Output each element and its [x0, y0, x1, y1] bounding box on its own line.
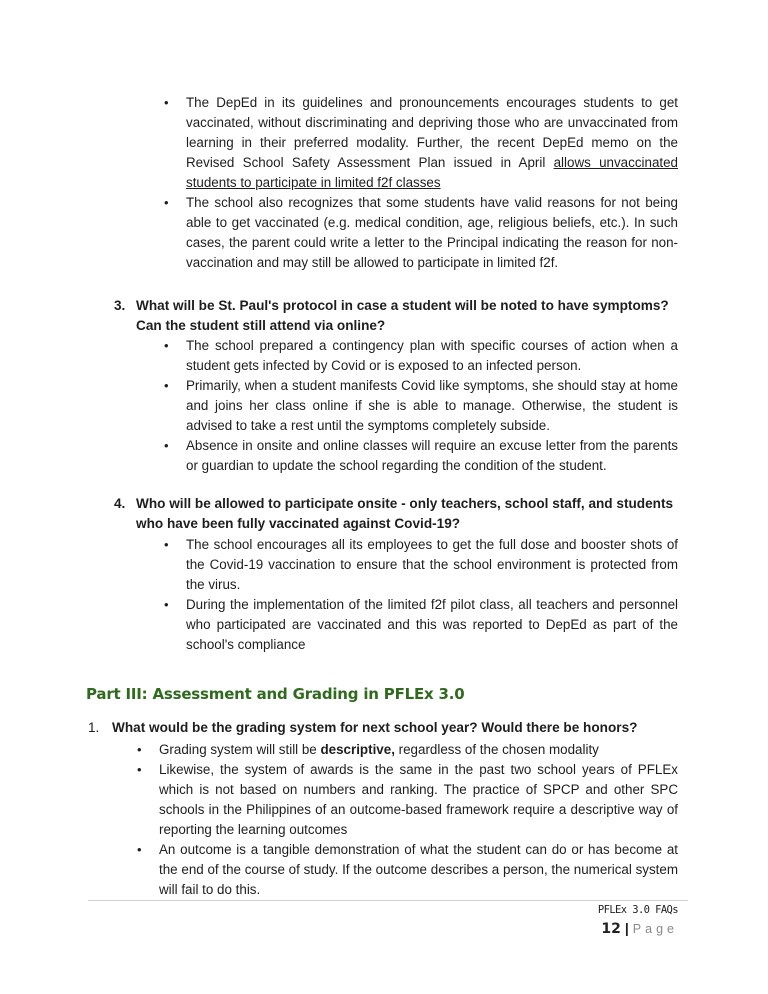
- bullet-text: During the implementation of the limited f2f pilot class, all teachers and personnel who participated are vaccinated and this was reported to DepEd as part of the school's compliance: [186, 597, 678, 652]
- bullet-icon: •: [137, 762, 142, 777]
- footer-doc-title: PFLEx 3.0 FAQs: [597, 904, 678, 916]
- bullet-text: The school also recognizes that some students have valid reasons for not being able to get vaccinated (e.g. medical condition, age, religious beliefs, etc.). In such cases, the parent could write a letter to the Principal indicating the reason for non-vaccination and may still be allowed to participate in limited f2f.: [186, 195, 678, 270]
- question-text: What would be the grading system for next school year? Would there be honors?: [112, 720, 638, 735]
- bullet-icon: •: [164, 95, 169, 110]
- bullet-icon: •: [164, 597, 169, 612]
- question-4: [114, 494, 678, 534]
- bullet-icon: •: [137, 742, 142, 757]
- bullet-text: Absence in onsite and online classes will require an excuse letter from the parents or guardian to update the school regarding the condition of the student.: [186, 438, 678, 473]
- bullet-icon: •: [164, 195, 169, 210]
- question-number: 3.: [114, 298, 126, 313]
- vaccination-bullets: [164, 93, 678, 273]
- question-text: Who will be allowed to participate onsite - only teachers, school staff, and students who have been fully vaccinated against Covid-19?: [136, 496, 674, 531]
- question-4-answers: [164, 535, 678, 655]
- bullet-text: Grading system will still be: [159, 742, 321, 757]
- footer-page-number: [601, 920, 678, 937]
- list-item: [164, 595, 678, 655]
- list-item: [164, 336, 678, 376]
- list-item: [137, 760, 678, 840]
- question-text: What will be St. Paul's protocol in case a student will be noted to have symptoms? Can the student still attend via online?: [136, 298, 669, 333]
- page-separator: |: [624, 920, 629, 936]
- bold-text: descriptive,: [320, 742, 395, 757]
- bullet-text: regardless of the chosen modality: [394, 742, 599, 757]
- list-item: [164, 376, 678, 436]
- bullet-text: Likewise, the system of awards is the same in the past two school years of PFLEx which is not based on numbers and ranking. The practice of SPCP and other SPC schools in the Philippines of an outcome-based framework require a descriptive way of reporting the learning outcomes: [159, 762, 678, 837]
- bullet-icon: •: [164, 537, 169, 552]
- section-heading: Part III: Assessment and Grading in PFLEx 3.0: [86, 685, 465, 703]
- question-3-answers: [164, 336, 678, 476]
- bullet-text: The school prepared a contingency plan with specific courses of action when a student gets infected by Covid or is exposed to an infected person.: [186, 338, 678, 373]
- bullet-text: Primarily, when a student manifests Covid like symptoms, she should stay at home and joins her class online if she is able to manage. Otherwise, the student is advised to take a rest until the symptoms completely subside.: [186, 378, 678, 433]
- page-number: 12: [601, 921, 621, 937]
- list-item: [164, 193, 678, 273]
- bullet-text: An outcome is a tangible demonstration of what the student can do or has become at the end of the course of study. If the outcome describes a person, the numerical system will fail to do this.: [159, 842, 678, 897]
- list-item: [164, 93, 678, 193]
- underlined-text: allows unvaccinated students to participate in limited f2f classes: [186, 155, 679, 190]
- footer-divider: [88, 900, 688, 901]
- question-3: [114, 296, 678, 336]
- bullet-text: The DepEd in its guidelines and pronouncements encourages students to get vaccinated, without discriminating and depriving those who are unvaccinated from learning in their preferred modality. Further, the recent DepEd memo on the Revised School Safety Assessment Plan issued in April: [186, 95, 678, 170]
- list-item: [137, 840, 678, 900]
- page-label: Page: [632, 922, 678, 936]
- bullet-text: The school encourages all its employees to get the full dose and booster shots of the Covid-19 vaccination to ensure that the school environment is protected from the virus.: [186, 537, 678, 592]
- question-number: 4.: [114, 496, 126, 511]
- list-item: [164, 436, 678, 476]
- list-item: [164, 535, 678, 595]
- bullet-icon: •: [137, 842, 142, 857]
- bullet-icon: •: [164, 338, 169, 353]
- part3-question-1: [88, 718, 688, 738]
- bullet-icon: •: [164, 438, 169, 453]
- part3-question-1-answers: [137, 740, 678, 900]
- bullet-icon: •: [164, 378, 169, 393]
- list-item: [137, 740, 678, 760]
- question-number: 1.: [88, 720, 100, 735]
